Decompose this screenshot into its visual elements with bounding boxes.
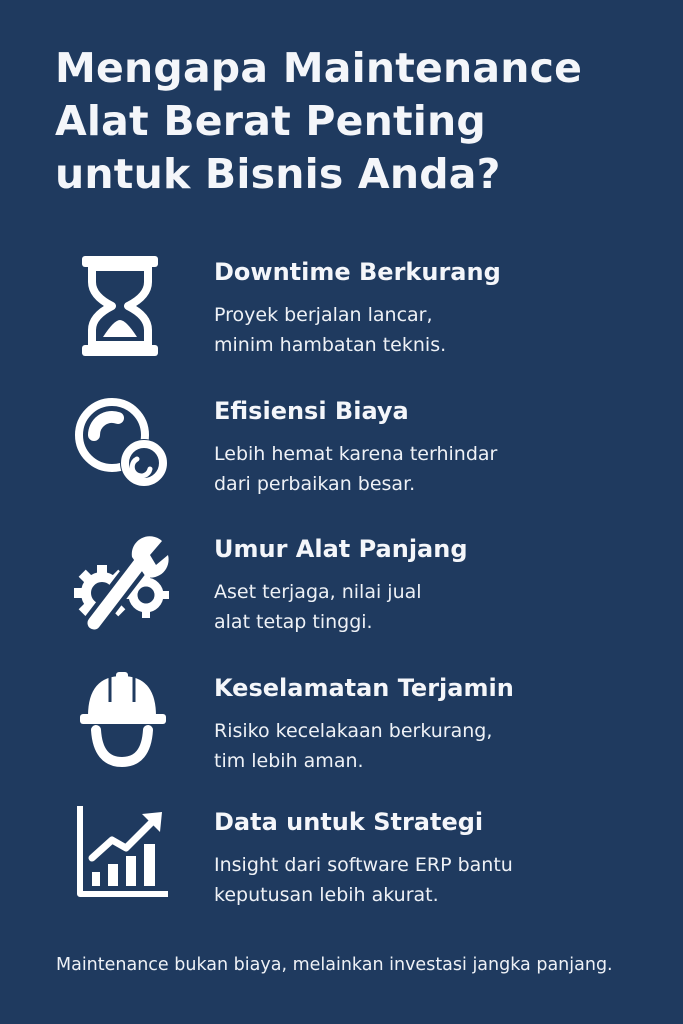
description-line: dari perbaikan besar.: [214, 473, 416, 495]
benefit-heading: Umur Alat Panjang: [214, 535, 468, 563]
benefit-heading: Downtime Berkurang: [214, 258, 501, 286]
title-line: Alat Berat Penting: [55, 97, 486, 145]
benefit-item-data: [0, 806, 683, 916]
benefit-item-cost: [0, 395, 683, 505]
benefit-heading: Keselamatan Terjamin: [214, 674, 514, 702]
benefit-description: [214, 439, 497, 499]
benefit-item-safety: [0, 672, 683, 782]
benefit-description: [214, 577, 422, 637]
description-line: Proyek berjalan lancar,: [214, 304, 433, 326]
description-line: Risiko kecelakaan berkurang,: [214, 720, 493, 742]
growth-chart-icon: [74, 806, 172, 910]
description-line: alat tetap tinggi.: [214, 611, 373, 633]
footer-tagline: Maintenance bukan biaya, melainkan investasi jangka panjang.: [56, 955, 613, 975]
benefit-description: [214, 850, 513, 910]
description-line: tim lebih aman.: [214, 750, 364, 772]
benefit-item-lifespan: [0, 533, 683, 643]
benefit-description: [214, 300, 446, 360]
hourglass-icon: [74, 256, 172, 360]
benefit-heading: Data untuk Strategi: [214, 808, 484, 836]
wrench-gear-icon: [74, 533, 172, 637]
coins-icon: [74, 395, 172, 499]
title-line: untuk Bisnis Anda?: [55, 150, 501, 198]
title-line: Mengapa Maintenance: [55, 44, 583, 92]
description-line: Insight dari software ERP bantu: [214, 854, 513, 876]
description-line: minim hambatan teknis.: [214, 334, 447, 356]
hard-hat-worker-icon: [74, 672, 172, 776]
description-line: keputusan lebih akurat.: [214, 884, 439, 906]
page-title: [55, 42, 655, 201]
benefit-description: [214, 716, 492, 776]
description-line: Aset terjaga, nilai jual: [214, 581, 422, 603]
benefit-heading: Efisiensi Biaya: [214, 397, 409, 425]
description-line: Lebih hemat karena terhindar: [214, 443, 498, 465]
benefit-item-downtime: [0, 256, 683, 366]
